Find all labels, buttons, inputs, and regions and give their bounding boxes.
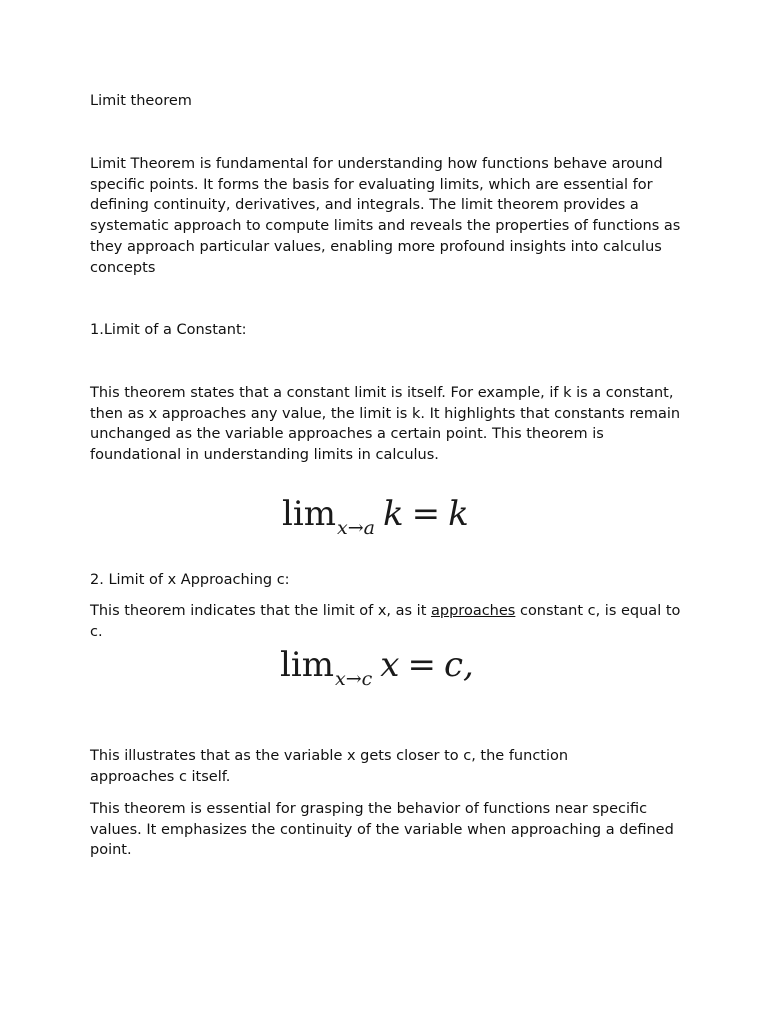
section2-text-post: constant c, is equal to c. [90, 603, 681, 640]
lim-operator: lim [280, 645, 334, 685]
lim-subscript: x→c [335, 668, 373, 690]
section2-text-pre: This theorem indicates that the limit of x, as it [90, 603, 432, 619]
lim-subscript: x→a [337, 517, 375, 539]
limit-constant-formula [282, 494, 469, 539]
section2-heading: 2. Limit of x Approaching c: [90, 572, 290, 588]
lim-operator: lim [282, 494, 336, 534]
formula-lhs: k [382, 494, 404, 534]
formula-lhs: x [380, 645, 400, 685]
intro-paragraph: Limit Theorem is fundamental for understanding how functions behave around specific points. It forms the basis for evaluating limits, which are essential for defining continuity, derivatives, and integrals. The limit theorem provides a systematic approach to compute limits and reveals the properties of functions as they approach particular values, enabling more profound insights into calculus concepts [90, 156, 681, 276]
section1-paragraph: This theorem states that a constant limit is itself. For example, if k is a constant, then as x approaches any value, the limit is k. It highlights that constants remain unchanged as the variable approaches a certain point. This theorem is foundational in understanding limits in calculus. [90, 385, 681, 464]
approaches-link[interactable]: approaches [431, 603, 516, 619]
document-title: Limit theorem [90, 93, 192, 109]
equals-sign: = [407, 645, 436, 685]
equals-sign: = [411, 494, 441, 534]
illustration-paragraph: This illustrates that as the variable x gets closer to c, the function approaches c itself. [90, 748, 569, 785]
conclusion-paragraph: This theorem is essential for grasping the behavior of functions near specific values. It emphasizes the continuity of the variable when approaching a defined point. [90, 801, 674, 859]
section2-paragraph [90, 601, 690, 642]
section1-heading: 1.Limit of a Constant: [90, 322, 247, 338]
limit-x-formula [280, 645, 474, 690]
formula-rhs: k [448, 494, 469, 534]
formula-rhs: c, [443, 645, 474, 685]
